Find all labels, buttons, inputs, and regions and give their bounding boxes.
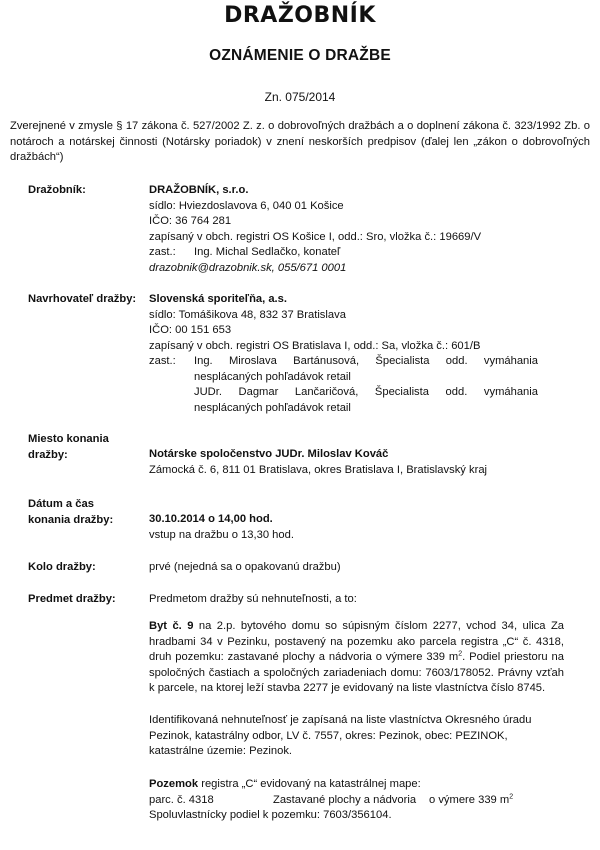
ident-paragraph: Identifikovaná nehnuteľnosť je zapísaná na liste vlastníctva Okresného úradu Pezinok, katastrálny odbor, LV č. 7557, okres: Pezinok, obec: PEZINOK, katastrálne územie: Pezinok. (149, 714, 532, 757)
pozemok-heading (149, 777, 564, 793)
navrhovatel-ico: IČO: 00 151 653 (149, 324, 232, 336)
byt-paragraph (149, 619, 564, 697)
drazobnik-zastupca (149, 245, 564, 261)
drazobnik-label: Dražobník: (28, 184, 86, 196)
datum-block (149, 512, 564, 543)
navrhovatel-label: Navrhovateľ dražby: (28, 293, 137, 305)
kolo-label: Kolo dražby: (28, 561, 96, 573)
navrhovatel-zastupca-2 (149, 385, 564, 416)
reference-number: Zn. 075/2014 (264, 90, 336, 104)
intro-paragraph: Zverejnené v zmysle § 17 zákona č. 527/2002 Z. z. o dobrovoľných dražbách a o doplnení zákona č. 323/1992 Zb. o notároch a notárskej činnosti (Notársky poriadok) v znení neskorších predpisov (ďalej len „zákon o dobrovoľných dražbách“) (10, 120, 590, 163)
miesto-label (28, 432, 109, 463)
page-title: OZNÁMENIE O DRAŽBE (209, 47, 391, 64)
pozemok-title: Pozemok (149, 778, 199, 790)
drazobnik-logo: DRAŽOBNÍK (224, 3, 376, 28)
byt-text-2: . Podiel priestoru na spoločných častiach a spoločných zariadeniach domu: 7603/178052. Právny vzťah k parcele, na ktorej leží stavba 2277 je evidovaný na liste vlastníctva číslo 8745. (149, 651, 564, 694)
byt-unit-sup: 2 (458, 650, 463, 658)
miesto-name: Notárske spoločenstvo JUDr. Miloslav Kováč (149, 448, 389, 460)
predmet-label: Predmet dražby: (28, 593, 116, 605)
miesto-label-line-2: dražby: (28, 448, 68, 461)
navrhovatel-name: Slovenská sporiteľňa, a.s. (149, 293, 287, 305)
drazobnik-contact: drazobnik@drazobnik.sk, 055/671 0001 (149, 261, 347, 274)
datum-label-line-1: Dátum a čas (28, 498, 94, 510)
pozemok-podiel: Spoluvlastnícky podiel k pozemku: 7603/356104. (149, 809, 392, 821)
parcel-area-sup: 2 (509, 792, 514, 800)
navrhovatel-sidlo: sídlo: Tomášikova 48, 832 37 Bratislava (149, 308, 346, 321)
parcel-type: Zastavané plochy a nádvoria (273, 793, 417, 806)
navrhovatel-zastupca-1 (149, 354, 564, 385)
datum-label (28, 497, 113, 528)
parcel-area: o výmere 339 m (429, 793, 510, 806)
drazobnik-sidlo: sídlo: Hviezdoslavova 6, 040 01 Košice (149, 199, 344, 212)
datum-value: 30.10.2014 o 14,00 hod. (149, 513, 273, 525)
parcel-number: parc. č. 4318 (149, 793, 214, 806)
zast-value-1: Ing. Miroslava Bartánusová, Špecialista odd. vymáhania nesplácaných pohľadávok retail (194, 355, 538, 383)
drazobnik-ico: IČO: 36 764 281 (149, 215, 232, 227)
navrhovatel-register: zapísaný v obch. registri OS Bratislava I, odd.: Sa, vložka č.: 601/B (149, 339, 481, 352)
zast-label: zast.: (149, 246, 176, 258)
miesto-block (149, 447, 564, 478)
kolo-value: prvé (nejedná sa o opakovanú dražbu) (149, 561, 341, 573)
pozemok-block (149, 777, 564, 824)
byt-text: na 2.p. bytového domu so súpisným číslom 2277, vchod 34, ulica Za hradbami 34 v Pezinku, postavený na pozemku ako parcela registra „C“ č. 4318, druh pozemku: zastavané plochy a nádvoria o výmere 339 m (149, 620, 565, 663)
zast-value: Ing. Michal Sedlačko, konateľ (194, 246, 341, 258)
drazobnik-name: DRAŽOBNÍK, s.r.o. (149, 184, 249, 196)
miesto-address: Zámocká č. 6, 811 01 Bratislava, okres Bratislava I, Bratislavský kraj (149, 463, 488, 476)
drazobnik-block (149, 183, 564, 276)
drazobnik-register: zapísaný v obch. registri OS Košice I, odd.: Sro, vložka č.: 19669/V (149, 230, 482, 243)
predmet-intro: Predmetom dražby sú nehnuteľnosti, a to: (149, 593, 357, 605)
miesto-label-line-1: Miesto konania (28, 433, 109, 445)
navrhovatel-block (149, 292, 564, 416)
datum-label-line-2: konania dražby: (28, 513, 114, 526)
zast-label: zast.: (149, 355, 176, 367)
zast-value-2: JUDr. Dagmar Lančaričová, Špecialista odd. vymáhania nesplácaných pohľadávok retail (194, 386, 538, 414)
datum-vstup: vstup na dražbu o 13,30 hod. (149, 528, 294, 541)
pozemok-text: registra „C“ evidovaný na katastrálnej mape: (198, 778, 421, 790)
pozemok-parcel-row (149, 793, 564, 809)
byt-title: Byt č. 9 (149, 620, 194, 632)
